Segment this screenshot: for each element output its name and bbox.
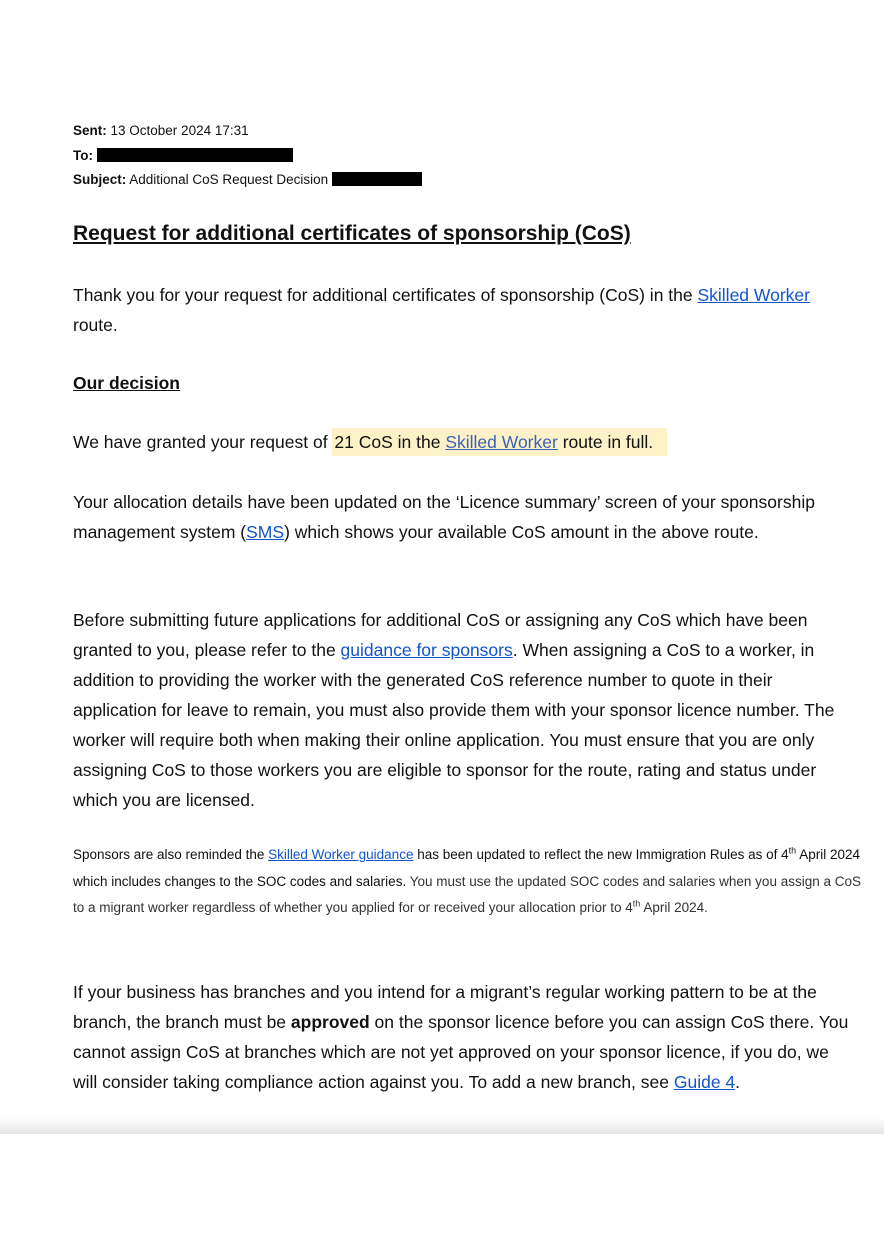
ordinal-superscript: th [788, 845, 797, 856]
to-label: To: [73, 148, 93, 163]
subject-line [73, 170, 422, 190]
sent-line [73, 121, 249, 141]
approved-bold: approved [290, 1012, 370, 1032]
allocation-text: Your allocation details have been updated on the ‘Licence summary’ screen of your sponsorship management system ( [73, 492, 815, 542]
decision-heading: Our decision [73, 373, 180, 393]
branches-paragraph [73, 977, 853, 1097]
sms-link[interactable]: SMS [246, 522, 285, 542]
guide-4-link[interactable]: Guide 4 [673, 1072, 736, 1092]
subject-value: Additional CoS Request Decision [129, 172, 329, 187]
page-title: Request for additional certificates of sponsorship (CoS) [73, 222, 631, 245]
to-redaction [97, 148, 293, 162]
sent-value: 13 October 2024 17:31 [110, 123, 249, 138]
decision-paragraph [73, 427, 853, 457]
decision-text: We have granted your request of [73, 432, 333, 452]
reminder-text: Sponsors are also reminded the [73, 847, 269, 862]
decision-highlight-end: route in full. [557, 432, 654, 452]
reminder-text-3: April 2024 which includes changes to the SOC codes and salaries. [73, 847, 860, 889]
guidance-paragraph [73, 605, 853, 815]
decision-highlight [332, 428, 667, 456]
page-edge-shadow [0, 1118, 884, 1134]
guidance-text-end: . When assigning a CoS to a worker, in addition to providing the worker with the generated CoS reference number to quote in their application for leave to remain, you must also provide them with your sponsor licence number. The worker will require both when making their online application. You must ensure that you are only assigning CoS to those workers you are eligible to sponsor for the route, rating and status under which you are licensed. [73, 640, 835, 810]
to-line [73, 146, 293, 166]
branches-text-end: . [735, 1072, 741, 1092]
branches-text: If your business has branches and you intend for a migrant’s regular working pattern to be at the branch, the branch must be [73, 982, 817, 1032]
intro-text: Thank you for your request for additional certificates of sponsorship (CoS) in the [73, 285, 698, 305]
skilled-worker-link-2[interactable]: Skilled Worker [445, 432, 558, 452]
reminder-paragraph [73, 842, 863, 922]
allocation-text-end: ) which shows your available CoS amount in the above route. [284, 522, 759, 542]
intro-paragraph [73, 280, 853, 340]
guidance-text: Before submitting future applications for additional CoS or assigning any CoS which have been granted to you, please refer to the [73, 610, 808, 660]
subject-label: Subject: [73, 172, 127, 187]
ordinal-superscript-2: th [632, 898, 641, 909]
reminder-text-4: You must use the updated SOC codes and salaries when you assign a CoS to a migrant worker regardless of whether you applied for or received your allocation prior to 4 [73, 873, 861, 915]
decision-highlight-text: 21 CoS in the [334, 432, 446, 452]
subject-redaction [332, 172, 422, 186]
intro-text-end: route. [73, 315, 118, 335]
allocation-paragraph [73, 487, 853, 547]
skilled-worker-guidance-link[interactable]: Skilled Worker guidance [268, 847, 414, 862]
guidance-for-sponsors-link[interactable]: guidance for sponsors [340, 640, 513, 660]
skilled-worker-link[interactable]: Skilled Worker [697, 285, 810, 305]
branches-text-2: on the sponsor licence before you can assign CoS there. You cannot assign CoS at branches which are not yet approved on your sponsor licence, if you do, we will consider taking compliance action against you. To add a new branch, see [73, 1012, 849, 1092]
sent-label: Sent: [73, 123, 107, 138]
reminder-text-5: April 2024. [640, 900, 708, 915]
reminder-text-2: has been updated to reflect the new Immigration Rules as of 4 [413, 847, 789, 862]
